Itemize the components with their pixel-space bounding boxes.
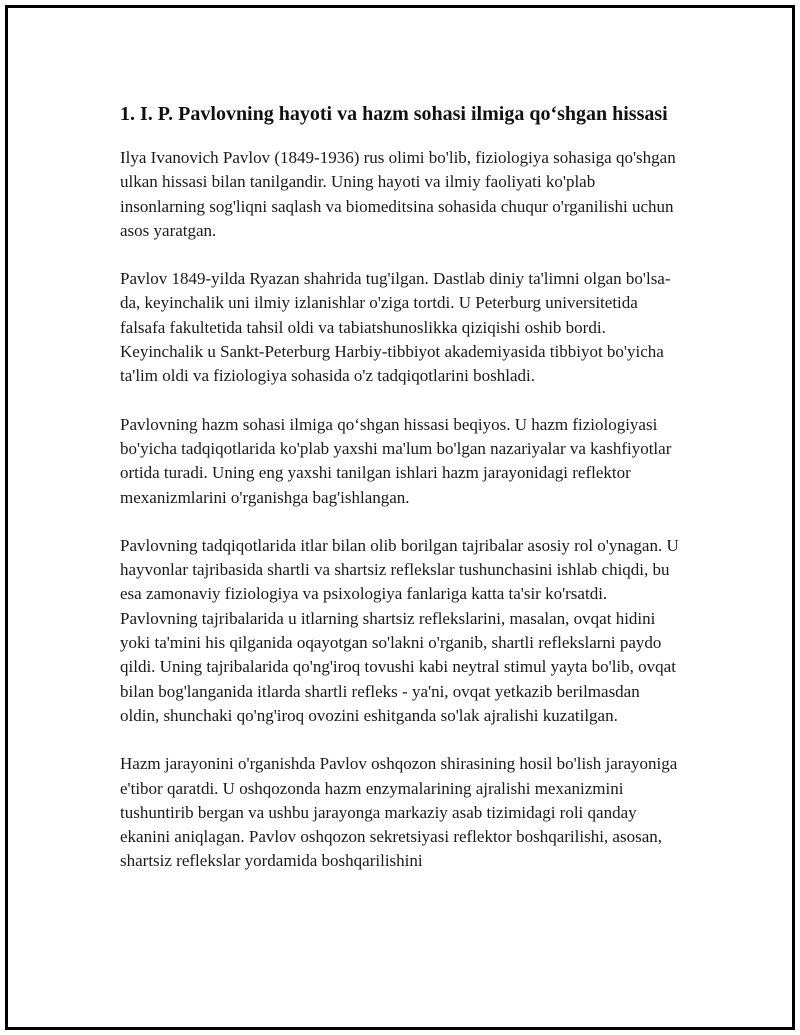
paragraph-3: Pavlovning hazm sohasi ilmiga qo‘shgan hissasi beqiyos. U hazm fiziologiyasi bo'yicha tadqiqotlarida ko'plab yaxshi ma'lum bo'lgan nazariyalar va kashfiyotlar ortida turadi. Uning eng yaxshi tanilgan ishlari hazm jarayonidagi reflektor mexanizmlarini o'rganishga bag'ishlangan. [120,414,672,507]
paragraph-4: Pavlovning tadqiqotlarida itlar bilan olib borilgan tajribalar asosiy rol o'ynagan. U hayvonlar tajribasida shartli va shartsiz reflekslar tushunchasini ishlab chiqdi, bu esa zamonaviy fiziologiya va psixologiya fanlariga katta ta'sir ko'rsatdi. Pavlovning tajribalarida u itlarning shartsiz reflekslarini, masalan, ovqat hidini yoki ta'mini his qilganida oqayotgan so'lakni o'rganib, shartli reflekslarni paydo qildi. Uning tajribalarida qo'ng'iroq tovushi kabi neytral stimul yayta bo'lib, ovqat bilan bog'langanida itlarda shartli refleks - ya'ni, ovqat yetkazib berilmasdan oldin, shunchaki qo'ng'iroq ovozini eshitganda so'lak ajralishi kuzatilgan. [120,535,679,725]
document-body [120,100,680,898]
page-frame [5,5,795,1030]
paragraph-1: Ilya Ivanovich Pavlov (1849-1936) rus olimi bo'lib, fiziologiya sohasiga qo'shgan ulkan hissasi bilan tanilgandir. Uning hayoti va ilmiy faoliyati ko'plab insonlarning sog'liqni saqlash va biomeditsina sohasida chuqur o'rganilishi uchun asos yaratgan. [120,148,676,240]
paragraph-2: Pavlov 1849-yilda Ryazan shahrida tug'ilgan. Dastlab diniy ta'limni olgan bo'lsa-da, keyinchalik uni ilmiy izlanishlar o'ziga tortdi. U Peterburg universitetida falsafa fakultetida tahsil oldi va tabiatshunoslikka qiziqishi oshib bordi. Keyinchalik u Sankt-Peterburg Harbiy-tibbiyot akademiyasida tibbiyot bo'yicha ta'lim oldi va fiziologiya sohasida o'z tadqiqotlarini boshladi. [120,269,671,386]
paragraph-5: Hazm jarayonini o'rganishda Pavlov oshqozon shirasining hosil bo'lish jarayoniga e'tibor qaratdi. U oshqozonda hazm enzymalarining ajralishi mexanizmini tushuntirib bergan va ushbu jarayonga markaziy asab tizimidagi roli qanday ekanini aniqlagan. Pavlov oshqozon sekretsiyasi reflektor boshqarilishi, asosan, shartsiz reflekslar yordamida boshqarilishini [120,754,678,871]
section-title: 1. I. P. Pavlovning hayoti va hazm sohasi ilmiga qo‘shgan hissasi [120,103,668,125]
